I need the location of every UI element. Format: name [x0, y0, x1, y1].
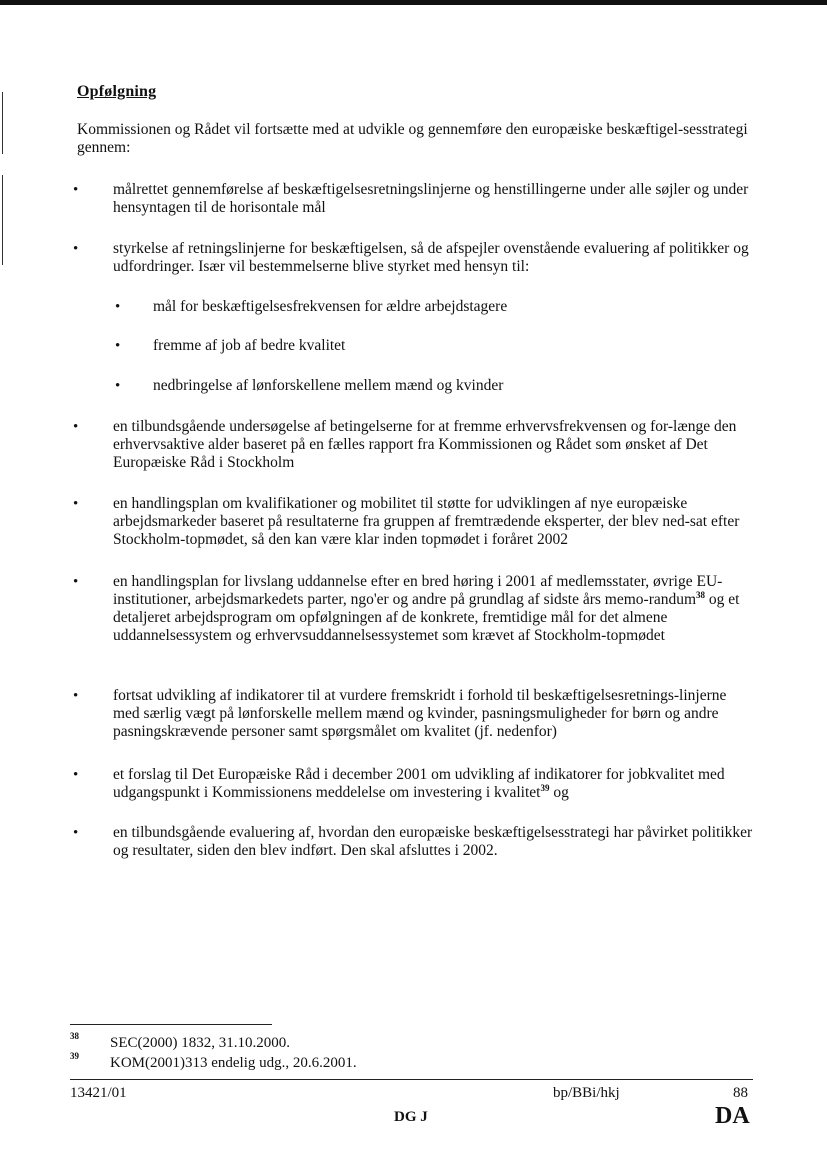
page-title: Opfølgning: [77, 83, 157, 100]
footnote-ref[interactable]: 38: [696, 589, 706, 600]
margin-mark: [2, 92, 3, 154]
bullet-icon: •: [73, 825, 79, 841]
doc-number: 13421/01: [70, 1085, 127, 1101]
top-rule: [0, 0, 827, 5]
list-item-text: en tilbundsgående evaluering af, hvordan den europæiske beskæftigelsesstrategi har påvirket politikker og resultater, siden den blev indført. Den skal afsluttes i 2002.: [113, 824, 753, 859]
bullet-icon: •: [73, 419, 79, 435]
list-item-text: mål for beskæftigelsesfrekvensen for ældre arbejdstagere: [153, 298, 508, 315]
list-item-text: [113, 766, 753, 802]
footnote-ref[interactable]: 39: [540, 782, 550, 793]
initials: bp/BBi/hkj: [553, 1085, 620, 1101]
bullet-icon: •: [73, 688, 79, 704]
bullet-icon: •: [73, 574, 79, 590]
bullet-icon: •: [115, 338, 121, 354]
list-item-text-part: et forslag til Det Europæiske Råd i december 2001 om udvikling af indikatorer for jobkvalitet med udgangspunkt i Kommissionens meddelelse om investering i kvalitet: [113, 766, 725, 801]
list-item-text: målrettet gennemførelse af beskæftigelsesretningslinjerne og henstillingerne under alle søjler og under hensyntagen til de horisontale mål: [113, 181, 749, 216]
list-item-text: fremme af job af bedre kvalitet: [153, 337, 346, 354]
footnote-number: 39: [70, 1051, 79, 1061]
list-item-text: styrkelse af retningslinjerne for beskæftigelsen, så de afspejler ovenstående evaluering af politikker og udfordringer. Især vil bestemmelserne blive styrket med hensyn til:: [113, 240, 749, 275]
list-item-text: fortsat udvikling af indikatorer til at vurdere fremskridt i forhold til beskæftigelsesretnings-linjerne med særlig vægt på lønforskelle mellem mænd og kvinder, pasningsmuligheder for børn og andre pasningskrævende personer samt spørgsmålet om kvalitet (jf. nedenfor): [113, 687, 727, 740]
page-number: 88: [733, 1085, 748, 1101]
list-item-text: [113, 573, 753, 645]
bullet-icon: •: [73, 767, 79, 783]
footnote-text: KOM(2001)313 endelig udg., 20.6.2001.: [110, 1055, 357, 1071]
list-item-text-part: en handlingsplan for livslang uddannelse efter en bred høring i 2001 af medlemsstater, øvrige EU-institutioner, arbejdsmarkedets parter, ngo'er og andre på grundlag af sidste års memo-randum: [113, 573, 723, 608]
directorate: DG J: [394, 1109, 428, 1125]
bullet-icon: •: [115, 299, 121, 315]
list-item-text-part: og: [549, 784, 569, 801]
language-code: DA: [715, 1103, 750, 1129]
bullet-icon: •: [73, 182, 79, 198]
list-item-text: en handlingsplan om kvalifikationer og mobilitet til støtte for udviklingen af nye europæiske arbejdsmarkeder baseret på resultaterne fra gruppen af fremtrædende eksperter, der blev ned-sat efter Stockholm-topmødet, så den kan være klar inden topmødet i foråret 2002: [113, 495, 740, 548]
intro-paragraph: Kommissionen og Rådet vil fortsætte med at udvikle og gennemføre den europæiske beskæftigel-sesstrategi gennem:: [77, 121, 748, 156]
footnote-number: 38: [70, 1031, 79, 1041]
bullet-icon: •: [73, 241, 79, 257]
list-item-text: en tilbundsgående undersøgelse af betingelserne for at fremme erhvervsfrekvensen og for-længe den erhvervsaktive alder baseret på en fælles rapport fra Kommissionen og Rådet som ønsket af Det Europæiske Råd i Stockholm: [113, 418, 737, 471]
footnote-separator: [70, 1024, 272, 1025]
margin-mark: [2, 175, 3, 265]
bullet-icon: •: [73, 496, 79, 512]
bullet-icon: •: [115, 378, 121, 394]
list-item-text: nedbringelse af lønforskellene mellem mænd og kvinder: [153, 377, 504, 394]
list-item-text-part: og et detaljeret arbejdsprogram om opfølgningen af de konkrete, fremtidige mål for det almene uddannelsessystem og erhvervsuddannelsessystemet som krævet af Stockholm-topmødet: [113, 591, 740, 644]
footer-rule: [70, 1079, 753, 1080]
footnote-text: SEC(2000) 1832, 31.10.2000.: [110, 1035, 290, 1051]
